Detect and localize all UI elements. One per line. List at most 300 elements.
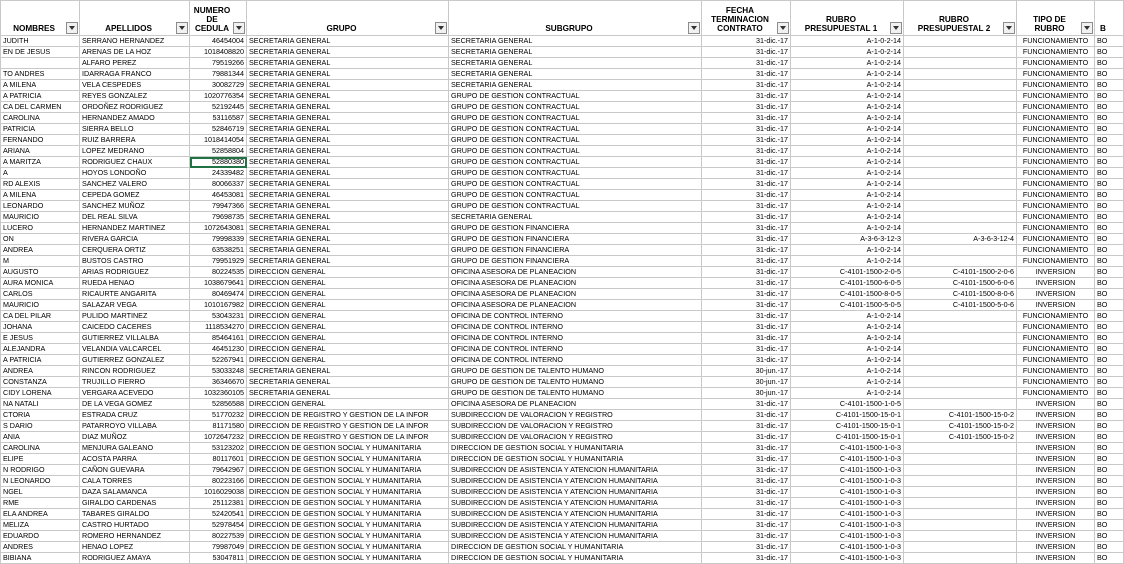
cell-tipo-rubro[interactable]: FUNCIONAMIENTO bbox=[1017, 256, 1095, 267]
cell-rubro-1[interactable]: A-1-0-2-14 bbox=[791, 168, 904, 179]
cell-rubro-2[interactable] bbox=[904, 476, 1017, 487]
cell-apellidos[interactable]: TRUJILLO FIERRO bbox=[80, 377, 190, 388]
cell-nombres[interactable]: FERNANDO bbox=[1, 135, 80, 146]
cell-rubro-2[interactable] bbox=[904, 553, 1017, 564]
cell-fecha[interactable]: 31-dic.-17 bbox=[702, 531, 791, 542]
cell-fecha[interactable]: 31-dic.-17 bbox=[702, 421, 791, 432]
cell-grupo[interactable]: DIRECCION DE REGISTRO Y GESTION DE LA INFOR bbox=[247, 421, 449, 432]
cell-rubro-1[interactable]: C-4101-1500-15-0-1 bbox=[791, 410, 904, 421]
cell-nombres[interactable]: CIDY LORENA bbox=[1, 388, 80, 399]
cell-rubro-1[interactable]: A-1-0-2-14 bbox=[791, 135, 904, 146]
cell-nombres[interactable]: CARLOS bbox=[1, 289, 80, 300]
cell-tipo-rubro[interactable]: INVERSION bbox=[1017, 443, 1095, 454]
cell-subgrupo[interactable]: SUBDIRECCION DE ASISTENCIA Y ATENCION HUMANITARIA bbox=[449, 531, 702, 542]
cell-rubro-2[interactable] bbox=[904, 322, 1017, 333]
cell-cedula[interactable]: 46451230 bbox=[190, 344, 247, 355]
cell-rubro-2[interactable] bbox=[904, 531, 1017, 542]
cell-fecha[interactable]: 31-dic.-17 bbox=[702, 476, 791, 487]
cell-grupo[interactable]: SECRETARIA GENERAL bbox=[247, 124, 449, 135]
filter-dropdown-icon[interactable] bbox=[435, 22, 447, 34]
cell-rubro-1[interactable]: C-4101-1500-1-0-3 bbox=[791, 520, 904, 531]
cell-grupo[interactable]: DIRECCION DE REGISTRO Y GESTION DE LA INFOR bbox=[247, 410, 449, 421]
cell-grupo[interactable]: DIRECCION GENERAL bbox=[247, 344, 449, 355]
cell-col-b[interactable]: BO bbox=[1095, 509, 1124, 520]
cell-fecha[interactable]: 31-dic.-17 bbox=[702, 410, 791, 421]
cell-tipo-rubro[interactable]: FUNCIONAMIENTO bbox=[1017, 355, 1095, 366]
cell-cedula[interactable]: 52267941 bbox=[190, 355, 247, 366]
cell-tipo-rubro[interactable]: FUNCIONAMIENTO bbox=[1017, 322, 1095, 333]
cell-rubro-1[interactable]: A-1-0-2-14 bbox=[791, 311, 904, 322]
cell-subgrupo[interactable]: GRUPO DE GESTION CONTRACTUAL bbox=[449, 91, 702, 102]
cell-col-b[interactable]: BO bbox=[1095, 531, 1124, 542]
cell-col-b[interactable]: BO bbox=[1095, 91, 1124, 102]
cell-rubro-2[interactable] bbox=[904, 443, 1017, 454]
cell-grupo[interactable]: SECRETARIA GENERAL bbox=[247, 135, 449, 146]
cell-col-b[interactable]: BO bbox=[1095, 80, 1124, 91]
cell-nombres[interactable]: AURA MONICA bbox=[1, 278, 80, 289]
cell-subgrupo[interactable]: SUBDIRECCION DE ASISTENCIA Y ATENCION HUMANITARIA bbox=[449, 465, 702, 476]
cell-subgrupo[interactable]: OFICINA DE CONTROL INTERNO bbox=[449, 311, 702, 322]
cell-fecha[interactable]: 31-dic.-17 bbox=[702, 487, 791, 498]
cell-rubro-1[interactable]: C-4101-1500-6-0-5 bbox=[791, 278, 904, 289]
cell-subgrupo[interactable]: GRUPO DE GESTION DE TALENTO HUMANO bbox=[449, 377, 702, 388]
cell-fecha[interactable]: 31-dic.-17 bbox=[702, 146, 791, 157]
cell-tipo-rubro[interactable]: FUNCIONAMIENTO bbox=[1017, 58, 1095, 69]
cell-apellidos[interactable]: ARIAS RODRIGUEZ bbox=[80, 267, 190, 278]
cell-tipo-rubro[interactable]: FUNCIONAMIENTO bbox=[1017, 212, 1095, 223]
cell-grupo[interactable]: SECRETARIA GENERAL bbox=[247, 168, 449, 179]
cell-grupo[interactable]: DIRECCION GENERAL bbox=[247, 399, 449, 410]
cell-fecha[interactable]: 31-dic.-17 bbox=[702, 124, 791, 135]
cell-col-b[interactable]: BO bbox=[1095, 190, 1124, 201]
cell-col-b[interactable]: BO bbox=[1095, 201, 1124, 212]
cell-rubro-1[interactable]: C-4101-1500-8-0-5 bbox=[791, 289, 904, 300]
cell-grupo[interactable]: SECRETARIA GENERAL bbox=[247, 36, 449, 47]
cell-tipo-rubro[interactable]: FUNCIONAMIENTO bbox=[1017, 36, 1095, 47]
cell-grupo[interactable]: SECRETARIA GENERAL bbox=[247, 190, 449, 201]
cell-rubro-1[interactable]: A-1-0-2-14 bbox=[791, 256, 904, 267]
cell-subgrupo[interactable]: GRUPO DE GESTION CONTRACTUAL bbox=[449, 135, 702, 146]
cell-cedula[interactable]: 1020776354 bbox=[190, 91, 247, 102]
cell-rubro-2[interactable] bbox=[904, 256, 1017, 267]
cell-rubro-1[interactable]: A-1-0-2-14 bbox=[791, 201, 904, 212]
cell-rubro-1[interactable]: A-1-0-2-14 bbox=[791, 146, 904, 157]
cell-fecha[interactable]: 31-dic.-17 bbox=[702, 69, 791, 80]
cell-rubro-1[interactable]: A-1-0-2-14 bbox=[791, 91, 904, 102]
cell-fecha[interactable]: 31-dic.-17 bbox=[702, 498, 791, 509]
cell-rubro-2[interactable] bbox=[904, 388, 1017, 399]
cell-cedula[interactable]: 80223166 bbox=[190, 476, 247, 487]
cell-col-b[interactable]: BO bbox=[1095, 135, 1124, 146]
cell-tipo-rubro[interactable]: FUNCIONAMIENTO bbox=[1017, 344, 1095, 355]
cell-grupo[interactable]: DIRECCION DE GESTION SOCIAL Y HUMANITARIA bbox=[247, 542, 449, 553]
cell-nombres[interactable]: MAURICIO bbox=[1, 212, 80, 223]
cell-nombres[interactable]: ANDRES bbox=[1, 542, 80, 553]
cell-col-b[interactable]: BO bbox=[1095, 432, 1124, 443]
cell-apellidos[interactable]: GIRALDO CARDENAS bbox=[80, 498, 190, 509]
cell-fecha[interactable]: 31-dic.-17 bbox=[702, 553, 791, 564]
cell-apellidos[interactable]: DAZA SALAMANCA bbox=[80, 487, 190, 498]
cell-apellidos[interactable]: RODRIGUEZ CHAUX bbox=[80, 157, 190, 168]
cell-rubro-1[interactable]: A-1-0-2-14 bbox=[791, 36, 904, 47]
cell-rubro-1[interactable]: A-1-0-2-14 bbox=[791, 355, 904, 366]
cell-grupo[interactable]: SECRETARIA GENERAL bbox=[247, 377, 449, 388]
cell-rubro-1[interactable]: C-4101-1500-1-0-3 bbox=[791, 542, 904, 553]
cell-cedula[interactable]: 25112381 bbox=[190, 498, 247, 509]
cell-nombres[interactable]: CONSTANZA bbox=[1, 377, 80, 388]
cell-fecha[interactable]: 30-jun.-17 bbox=[702, 366, 791, 377]
cell-fecha[interactable]: 31-dic.-17 bbox=[702, 289, 791, 300]
cell-grupo[interactable]: SECRETARIA GENERAL bbox=[247, 113, 449, 124]
cell-nombres[interactable]: A MILENA bbox=[1, 80, 80, 91]
cell-rubro-2[interactable] bbox=[904, 399, 1017, 410]
cell-grupo[interactable]: DIRECCION GENERAL bbox=[247, 322, 449, 333]
cell-rubro-1[interactable]: A-1-0-2-14 bbox=[791, 322, 904, 333]
cell-rubro-2[interactable]: C-4101-1500-2-0-6 bbox=[904, 267, 1017, 278]
cell-cedula[interactable]: 80117601 bbox=[190, 454, 247, 465]
cell-fecha[interactable]: 31-dic.-17 bbox=[702, 344, 791, 355]
cell-rubro-1[interactable]: A-1-0-2-14 bbox=[791, 124, 904, 135]
cell-col-b[interactable]: BO bbox=[1095, 124, 1124, 135]
cell-apellidos[interactable]: ACOSTA PARRA bbox=[80, 454, 190, 465]
cell-apellidos[interactable]: GUTIERREZ VILLALBA bbox=[80, 333, 190, 344]
cell-tipo-rubro[interactable]: FUNCIONAMIENTO bbox=[1017, 223, 1095, 234]
cell-grupo[interactable]: SECRETARIA GENERAL bbox=[247, 157, 449, 168]
cell-col-b[interactable]: BO bbox=[1095, 465, 1124, 476]
cell-apellidos[interactable]: HENAO LOPEZ bbox=[80, 542, 190, 553]
cell-grupo[interactable]: SECRETARIA GENERAL bbox=[247, 388, 449, 399]
cell-cedula[interactable]: 30082729 bbox=[190, 80, 247, 91]
cell-cedula[interactable]: 79519266 bbox=[190, 58, 247, 69]
cell-fecha[interactable]: 31-dic.-17 bbox=[702, 201, 791, 212]
cell-rubro-1[interactable]: C-4101-1500-2-0-5 bbox=[791, 267, 904, 278]
cell-cedula[interactable]: 53123202 bbox=[190, 443, 247, 454]
cell-nombres[interactable]: A PATRICIA bbox=[1, 355, 80, 366]
cell-fecha[interactable]: 31-dic.-17 bbox=[702, 311, 791, 322]
cell-tipo-rubro[interactable]: FUNCIONAMIENTO bbox=[1017, 333, 1095, 344]
cell-apellidos[interactable]: RODRIGUEZ AMAYA bbox=[80, 553, 190, 564]
cell-col-b[interactable]: BO bbox=[1095, 388, 1124, 399]
cell-tipo-rubro[interactable]: INVERSION bbox=[1017, 289, 1095, 300]
cell-rubro-2[interactable] bbox=[904, 124, 1017, 135]
cell-apellidos[interactable]: LOPEZ MEDRANO bbox=[80, 146, 190, 157]
cell-subgrupo[interactable]: SECRETARIA GENERAL bbox=[449, 47, 702, 58]
cell-apellidos[interactable]: SIERRA BELLO bbox=[80, 124, 190, 135]
cell-col-b[interactable]: BO bbox=[1095, 113, 1124, 124]
cell-grupo[interactable]: DIRECCION GENERAL bbox=[247, 278, 449, 289]
cell-grupo[interactable]: SECRETARIA GENERAL bbox=[247, 102, 449, 113]
cell-cedula[interactable]: 79881344 bbox=[190, 69, 247, 80]
cell-nombres[interactable] bbox=[1, 58, 80, 69]
cell-nombres[interactable]: LUCERO bbox=[1, 223, 80, 234]
cell-rubro-1[interactable]: C-4101-1500-1-0-3 bbox=[791, 487, 904, 498]
cell-tipo-rubro[interactable]: FUNCIONAMIENTO bbox=[1017, 168, 1095, 179]
cell-col-b[interactable]: BO bbox=[1095, 520, 1124, 531]
cell-fecha[interactable]: 31-dic.-17 bbox=[702, 102, 791, 113]
cell-nombres[interactable]: JUDITH bbox=[1, 36, 80, 47]
cell-col-b[interactable]: BO bbox=[1095, 333, 1124, 344]
cell-tipo-rubro[interactable]: FUNCIONAMIENTO bbox=[1017, 113, 1095, 124]
cell-fecha[interactable]: 31-dic.-17 bbox=[702, 47, 791, 58]
cell-rubro-1[interactable]: C-4101-1500-15-0-1 bbox=[791, 421, 904, 432]
cell-apellidos[interactable]: HERNANDEZ AMADO bbox=[80, 113, 190, 124]
cell-cedula[interactable]: 80066337 bbox=[190, 179, 247, 190]
cell-grupo[interactable]: SECRETARIA GENERAL bbox=[247, 212, 449, 223]
cell-grupo[interactable]: DIRECCION GENERAL bbox=[247, 311, 449, 322]
cell-rubro-2[interactable] bbox=[904, 311, 1017, 322]
cell-tipo-rubro[interactable]: INVERSION bbox=[1017, 278, 1095, 289]
cell-subgrupo[interactable]: GRUPO DE GESTION FINANCIERA bbox=[449, 256, 702, 267]
cell-apellidos[interactable]: SANCHEZ VALERO bbox=[80, 179, 190, 190]
cell-fecha[interactable]: 31-dic.-17 bbox=[702, 113, 791, 124]
cell-tipo-rubro[interactable]: FUNCIONAMIENTO bbox=[1017, 377, 1095, 388]
cell-rubro-2[interactable] bbox=[904, 135, 1017, 146]
cell-apellidos[interactable]: CAICEDO CACERES bbox=[80, 322, 190, 333]
cell-cedula[interactable]: 52858804 bbox=[190, 146, 247, 157]
filter-dropdown-icon[interactable] bbox=[890, 22, 902, 34]
cell-cedula[interactable]: 79642967 bbox=[190, 465, 247, 476]
cell-rubro-2[interactable] bbox=[904, 333, 1017, 344]
cell-grupo[interactable]: DIRECCION DE REGISTRO Y GESTION DE LA INFOR bbox=[247, 432, 449, 443]
cell-nombres[interactable]: ANDREA bbox=[1, 245, 80, 256]
cell-rubro-2[interactable] bbox=[904, 157, 1017, 168]
cell-subgrupo[interactable]: SECRETARIA GENERAL bbox=[449, 80, 702, 91]
cell-grupo[interactable]: SECRETARIA GENERAL bbox=[247, 47, 449, 58]
cell-apellidos[interactable]: ALFARO PEREZ bbox=[80, 58, 190, 69]
cell-col-b[interactable]: BO bbox=[1095, 69, 1124, 80]
cell-col-b[interactable]: BO bbox=[1095, 410, 1124, 421]
cell-rubro-2[interactable] bbox=[904, 223, 1017, 234]
cell-fecha[interactable]: 31-dic.-17 bbox=[702, 135, 791, 146]
cell-cedula[interactable]: 1118534270 bbox=[190, 322, 247, 333]
cell-cedula[interactable]: 53043231 bbox=[190, 311, 247, 322]
cell-grupo[interactable]: DIRECCION GENERAL bbox=[247, 300, 449, 311]
cell-subgrupo[interactable]: DIRECCION DE GESTION SOCIAL Y HUMANITARIA bbox=[449, 542, 702, 553]
cell-subgrupo[interactable]: OFICINA DE CONTROL INTERNO bbox=[449, 322, 702, 333]
cell-rubro-1[interactable]: A-1-0-2-14 bbox=[791, 58, 904, 69]
cell-rubro-2[interactable] bbox=[904, 69, 1017, 80]
cell-fecha[interactable]: 31-dic.-17 bbox=[702, 432, 791, 443]
cell-rubro-2[interactable] bbox=[904, 201, 1017, 212]
cell-col-b[interactable]: BO bbox=[1095, 377, 1124, 388]
cell-nombres[interactable]: ELA ANDREA bbox=[1, 509, 80, 520]
cell-grupo[interactable]: DIRECCION GENERAL bbox=[247, 267, 449, 278]
cell-fecha[interactable]: 30-jun.-17 bbox=[702, 377, 791, 388]
cell-cedula[interactable]: 1010167982 bbox=[190, 300, 247, 311]
cell-rubro-1[interactable]: A-1-0-2-14 bbox=[791, 113, 904, 124]
cell-subgrupo[interactable]: GRUPO DE GESTION FINANCIERA bbox=[449, 234, 702, 245]
cell-nombres[interactable]: A bbox=[1, 168, 80, 179]
cell-apellidos[interactable]: SANCHEZ MUÑOZ bbox=[80, 201, 190, 212]
cell-cedula[interactable]: 85464161 bbox=[190, 333, 247, 344]
cell-fecha[interactable]: 31-dic.-17 bbox=[702, 179, 791, 190]
cell-subgrupo[interactable]: GRUPO DE GESTION CONTRACTUAL bbox=[449, 113, 702, 124]
cell-subgrupo[interactable]: SUBDIRECCION DE ASISTENCIA Y ATENCION HUMANITARIA bbox=[449, 520, 702, 531]
cell-rubro-1[interactable]: A-1-0-2-14 bbox=[791, 69, 904, 80]
cell-fecha[interactable]: 31-dic.-17 bbox=[702, 256, 791, 267]
cell-col-b[interactable]: BO bbox=[1095, 223, 1124, 234]
cell-col-b[interactable]: BO bbox=[1095, 234, 1124, 245]
cell-rubro-1[interactable]: A-1-0-2-14 bbox=[791, 179, 904, 190]
cell-tipo-rubro[interactable]: FUNCIONAMIENTO bbox=[1017, 80, 1095, 91]
cell-apellidos[interactable]: RUIZ BARRERA bbox=[80, 135, 190, 146]
cell-cedula[interactable]: 79951929 bbox=[190, 256, 247, 267]
cell-col-b[interactable]: BO bbox=[1095, 366, 1124, 377]
cell-cedula[interactable]: 1038679641 bbox=[190, 278, 247, 289]
cell-tipo-rubro[interactable]: FUNCIONAMIENTO bbox=[1017, 234, 1095, 245]
cell-cedula[interactable]: 46454004 bbox=[190, 36, 247, 47]
cell-tipo-rubro[interactable]: FUNCIONAMIENTO bbox=[1017, 179, 1095, 190]
cell-grupo[interactable]: DIRECCION DE GESTION SOCIAL Y HUMANITARIA bbox=[247, 487, 449, 498]
cell-nombres[interactable]: AUGUSTO bbox=[1, 267, 80, 278]
cell-apellidos[interactable]: HERNANDEZ MARTINEZ bbox=[80, 223, 190, 234]
cell-tipo-rubro[interactable]: INVERSION bbox=[1017, 520, 1095, 531]
cell-col-b[interactable]: BO bbox=[1095, 47, 1124, 58]
cell-rubro-1[interactable]: A-1-0-2-14 bbox=[791, 333, 904, 344]
cell-grupo[interactable]: SECRETARIA GENERAL bbox=[247, 223, 449, 234]
cell-rubro-1[interactable]: C-4101-1500-15-0-1 bbox=[791, 432, 904, 443]
cell-rubro-1[interactable]: A-1-0-2-14 bbox=[791, 366, 904, 377]
cell-subgrupo[interactable]: GRUPO DE GESTION DE TALENTO HUMANO bbox=[449, 388, 702, 399]
cell-tipo-rubro[interactable]: INVERSION bbox=[1017, 476, 1095, 487]
cell-apellidos[interactable]: CASTRO HURTADO bbox=[80, 520, 190, 531]
cell-rubro-1[interactable]: A-1-0-2-14 bbox=[791, 212, 904, 223]
cell-tipo-rubro[interactable]: INVERSION bbox=[1017, 267, 1095, 278]
cell-rubro-1[interactable]: A-1-0-2-14 bbox=[791, 47, 904, 58]
cell-subgrupo[interactable]: GRUPO DE GESTION FINANCIERA bbox=[449, 245, 702, 256]
cell-apellidos[interactable]: BUSTOS CASTRO bbox=[80, 256, 190, 267]
cell-fecha[interactable]: 31-dic.-17 bbox=[702, 520, 791, 531]
cell-cedula[interactable]: 52846719 bbox=[190, 124, 247, 135]
cell-rubro-1[interactable]: C-4101-1500-5-0-5 bbox=[791, 300, 904, 311]
cell-rubro-1[interactable]: A-1-0-2-14 bbox=[791, 344, 904, 355]
cell-nombres[interactable]: BIBIANA bbox=[1, 553, 80, 564]
cell-rubro-2[interactable] bbox=[904, 498, 1017, 509]
cell-subgrupo[interactable]: SUBDIRECCION DE VALORACION Y REGISTRO bbox=[449, 421, 702, 432]
cell-tipo-rubro[interactable]: FUNCIONAMIENTO bbox=[1017, 245, 1095, 256]
cell-grupo[interactable]: SECRETARIA GENERAL bbox=[247, 69, 449, 80]
cell-fecha[interactable]: 30-jun.-17 bbox=[702, 388, 791, 399]
cell-subgrupo[interactable]: OFICINA DE CONTROL INTERNO bbox=[449, 333, 702, 344]
cell-subgrupo[interactable]: SUBDIRECCION DE ASISTENCIA Y ATENCION HUMANITARIA bbox=[449, 476, 702, 487]
cell-cedula[interactable]: 36346670 bbox=[190, 377, 247, 388]
cell-rubro-1[interactable]: C-4101-1500-1-0-3 bbox=[791, 454, 904, 465]
cell-apellidos[interactable]: REYES GONZALEZ bbox=[80, 91, 190, 102]
cell-cedula[interactable]: 24339482 bbox=[190, 168, 247, 179]
cell-fecha[interactable]: 31-dic.-17 bbox=[702, 80, 791, 91]
cell-cedula[interactable]: 1072643081 bbox=[190, 223, 247, 234]
cell-nombres[interactable]: CAROLINA bbox=[1, 443, 80, 454]
cell-cedula[interactable]: 52192445 bbox=[190, 102, 247, 113]
cell-nombres[interactable]: MAURICIO bbox=[1, 300, 80, 311]
cell-cedula[interactable]: 53047811 bbox=[190, 553, 247, 564]
cell-nombres[interactable]: ALEJANDRA bbox=[1, 344, 80, 355]
cell-cedula[interactable]: 51770232 bbox=[190, 410, 247, 421]
cell-subgrupo[interactable]: OFICINA DE CONTROL INTERNO bbox=[449, 355, 702, 366]
cell-tipo-rubro[interactable]: FUNCIONAMIENTO bbox=[1017, 366, 1095, 377]
cell-rubro-1[interactable]: A-3-6-3-12-3 bbox=[791, 234, 904, 245]
cell-grupo[interactable]: DIRECCION GENERAL bbox=[247, 355, 449, 366]
cell-rubro-1[interactable]: C-4101-1500-1-0-3 bbox=[791, 509, 904, 520]
cell-grupo[interactable]: DIRECCION DE GESTION SOCIAL Y HUMANITARIA bbox=[247, 476, 449, 487]
cell-col-b[interactable]: BO bbox=[1095, 542, 1124, 553]
cell-fecha[interactable]: 31-dic.-17 bbox=[702, 168, 791, 179]
cell-apellidos[interactable]: CERQUERA ORTIZ bbox=[80, 245, 190, 256]
cell-cedula[interactable]: 1032360105 bbox=[190, 388, 247, 399]
cell-tipo-rubro[interactable]: INVERSION bbox=[1017, 421, 1095, 432]
cell-tipo-rubro[interactable]: FUNCIONAMIENTO bbox=[1017, 146, 1095, 157]
cell-apellidos[interactable]: CALA TORRES bbox=[80, 476, 190, 487]
cell-col-b[interactable]: BO bbox=[1095, 443, 1124, 454]
cell-col-b[interactable]: BO bbox=[1095, 267, 1124, 278]
cell-col-b[interactable]: BO bbox=[1095, 300, 1124, 311]
cell-rubro-2[interactable]: C-4101-1500-6-0-6 bbox=[904, 278, 1017, 289]
cell-nombres[interactable]: CAROLINA bbox=[1, 113, 80, 124]
cell-apellidos[interactable]: CAÑON GUEVARA bbox=[80, 465, 190, 476]
cell-fecha[interactable]: 31-dic.-17 bbox=[702, 212, 791, 223]
cell-grupo[interactable]: SECRETARIA GENERAL bbox=[247, 146, 449, 157]
cell-col-b[interactable]: BO bbox=[1095, 344, 1124, 355]
cell-subgrupo[interactable]: OFICINA ASESORA DE PLANEACION bbox=[449, 399, 702, 410]
cell-apellidos[interactable]: RIVERA GARCIA bbox=[80, 234, 190, 245]
cell-grupo[interactable]: DIRECCION GENERAL bbox=[247, 289, 449, 300]
cell-rubro-2[interactable] bbox=[904, 454, 1017, 465]
cell-cedula[interactable]: 63538251 bbox=[190, 245, 247, 256]
cell-col-b[interactable]: BO bbox=[1095, 58, 1124, 69]
cell-tipo-rubro[interactable]: INVERSION bbox=[1017, 542, 1095, 553]
cell-col-b[interactable]: BO bbox=[1095, 421, 1124, 432]
cell-apellidos[interactable]: ESTRADA CRUZ bbox=[80, 410, 190, 421]
cell-tipo-rubro[interactable]: INVERSION bbox=[1017, 487, 1095, 498]
cell-nombres[interactable]: LEONARDO bbox=[1, 201, 80, 212]
cell-fecha[interactable]: 31-dic.-17 bbox=[702, 333, 791, 344]
cell-cedula[interactable]: 79698735 bbox=[190, 212, 247, 223]
cell-tipo-rubro[interactable]: FUNCIONAMIENTO bbox=[1017, 47, 1095, 58]
cell-apellidos[interactable]: PATARROYO VILLABA bbox=[80, 421, 190, 432]
cell-grupo[interactable]: DIRECCION DE GESTION SOCIAL Y HUMANITARIA bbox=[247, 553, 449, 564]
cell-grupo[interactable]: SECRETARIA GENERAL bbox=[247, 234, 449, 245]
cell-subgrupo[interactable]: SECRETARIA GENERAL bbox=[449, 58, 702, 69]
cell-subgrupo[interactable]: SUBDIRECCION DE ASISTENCIA Y ATENCION HUMANITARIA bbox=[449, 498, 702, 509]
cell-grupo[interactable]: DIRECCION DE GESTION SOCIAL Y HUMANITARIA bbox=[247, 443, 449, 454]
cell-fecha[interactable]: 31-dic.-17 bbox=[702, 267, 791, 278]
cell-tipo-rubro[interactable]: FUNCIONAMIENTO bbox=[1017, 190, 1095, 201]
cell-apellidos[interactable]: ORDOÑEZ RODRIGUEZ bbox=[80, 102, 190, 113]
cell-apellidos[interactable]: DE LA VEGA GOMEZ bbox=[80, 399, 190, 410]
cell-col-b[interactable]: BO bbox=[1095, 256, 1124, 267]
cell-fecha[interactable]: 31-dic.-17 bbox=[702, 399, 791, 410]
cell-fecha[interactable]: 31-dic.-17 bbox=[702, 465, 791, 476]
cell-cedula[interactable]: 80469474 bbox=[190, 289, 247, 300]
cell-apellidos[interactable]: VERGARA ACEVEDO bbox=[80, 388, 190, 399]
cell-apellidos[interactable]: DIAZ MUÑOZ bbox=[80, 432, 190, 443]
cell-rubro-2[interactable]: A-3-6-3-12-4 bbox=[904, 234, 1017, 245]
cell-col-b[interactable]: BO bbox=[1095, 289, 1124, 300]
cell-grupo[interactable]: SECRETARIA GENERAL bbox=[247, 256, 449, 267]
cell-rubro-2[interactable] bbox=[904, 245, 1017, 256]
cell-fecha[interactable]: 31-dic.-17 bbox=[702, 190, 791, 201]
cell-rubro-1[interactable]: A-1-0-2-14 bbox=[791, 190, 904, 201]
filter-dropdown-icon[interactable] bbox=[1003, 22, 1015, 34]
cell-nombres[interactable]: JOHANA bbox=[1, 322, 80, 333]
cell-cedula[interactable]: 52880380 bbox=[190, 157, 247, 168]
cell-apellidos[interactable]: ARENAS DE LA HOZ bbox=[80, 47, 190, 58]
cell-tipo-rubro[interactable]: FUNCIONAMIENTO bbox=[1017, 102, 1095, 113]
cell-nombres[interactable]: A MILENA bbox=[1, 190, 80, 201]
cell-rubro-2[interactable] bbox=[904, 509, 1017, 520]
cell-subgrupo[interactable]: GRUPO DE GESTION CONTRACTUAL bbox=[449, 190, 702, 201]
cell-apellidos[interactable]: TABARES GIRALDO bbox=[80, 509, 190, 520]
